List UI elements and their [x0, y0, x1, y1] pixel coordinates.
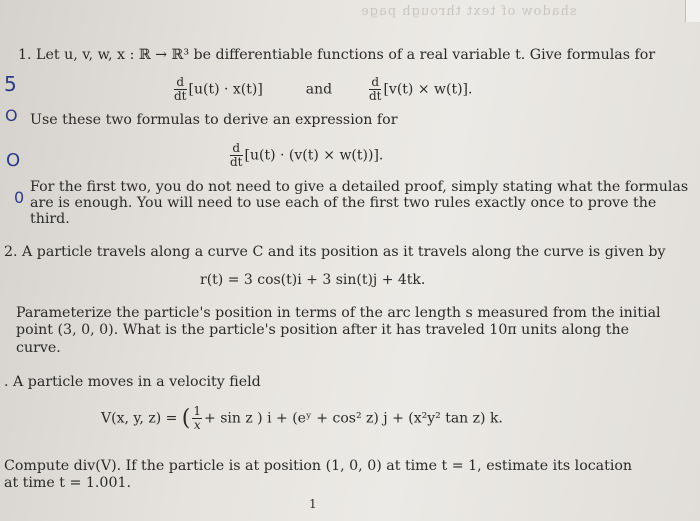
handwritten-mark: 5	[4, 72, 17, 96]
problem-2-line-3: point (3, 0, 0). What is the particle's position after it has traveled 10π units along the	[16, 322, 629, 338]
handwritten-mark: O	[6, 150, 21, 171]
bleed-through-text: shadow of text through page	[360, 4, 577, 19]
derivative-operator: $\frac{d}{dt}$	[368, 75, 382, 103]
problem-2-formula: r(t) = 3 cos(t)i + 3 sin(t)j + 4tk.	[200, 272, 426, 288]
problem-1-intro: 1. Let u, v, w, x : ℝ → ℝ³ be differentiable functions of a real variable t. Give formulas for	[18, 47, 656, 63]
formula-cross-product: [v(t) × w(t)].	[383, 81, 473, 98]
problem-2-line-1: 2. A particle travels along a curve C and its position as it travels along the curve is given by	[4, 244, 666, 260]
next-page-corner	[685, 0, 700, 22]
problem-1-note-3: third.	[30, 211, 70, 227]
problem-3-formula: V(x, y, z) = ( $\frac{1}{x}$ + sin z ) i + (eʸ + cos² z) j + (x²y² tan z) k.	[101, 404, 503, 432]
problem-3-line-2: Compute div(V). If the particle is at position (1, 0, 0) at time t = 1, estimate its location	[4, 458, 633, 474]
problem-1-formulas	[172, 76, 472, 103]
fraction-one-over-x: $\frac{1}{x}$	[193, 404, 202, 432]
problem-3-line-3: at time t = 1.001.	[4, 475, 132, 491]
problem-1-formula-triple	[228, 142, 383, 169]
derivative-operator: $\frac{d}{dt}$	[230, 141, 243, 169]
problem-1-note-2: are is enough. You will need to use each of the first two rules exactly once to prove the	[30, 195, 657, 211]
formula-dot-product: [u(t) · x(t)]	[188, 81, 263, 98]
problem-1-use-line: Use these two formulas to derive an expression for	[30, 112, 398, 128]
formula-triple-product: [u(t) · (v(t) × w(t))].	[244, 147, 384, 164]
problem-1-note-1: For the first two, you do not need to give a detailed proof, simply stating what the formulas	[30, 179, 689, 195]
problem-3-line-1: . A particle moves in a velocity field	[4, 374, 261, 390]
handwritten-mark: 0	[14, 188, 25, 207]
problem-2-line-2: Parameterize the particle's position in terms of the arc length s measured from the initial	[16, 305, 661, 321]
page-number: 1	[309, 497, 317, 511]
handwritten-mark: O	[5, 106, 18, 125]
and-word: and	[305, 81, 333, 98]
problem-2-line-4: curve.	[16, 340, 61, 356]
derivative-operator: $\frac{d}{dt}$	[174, 75, 187, 103]
